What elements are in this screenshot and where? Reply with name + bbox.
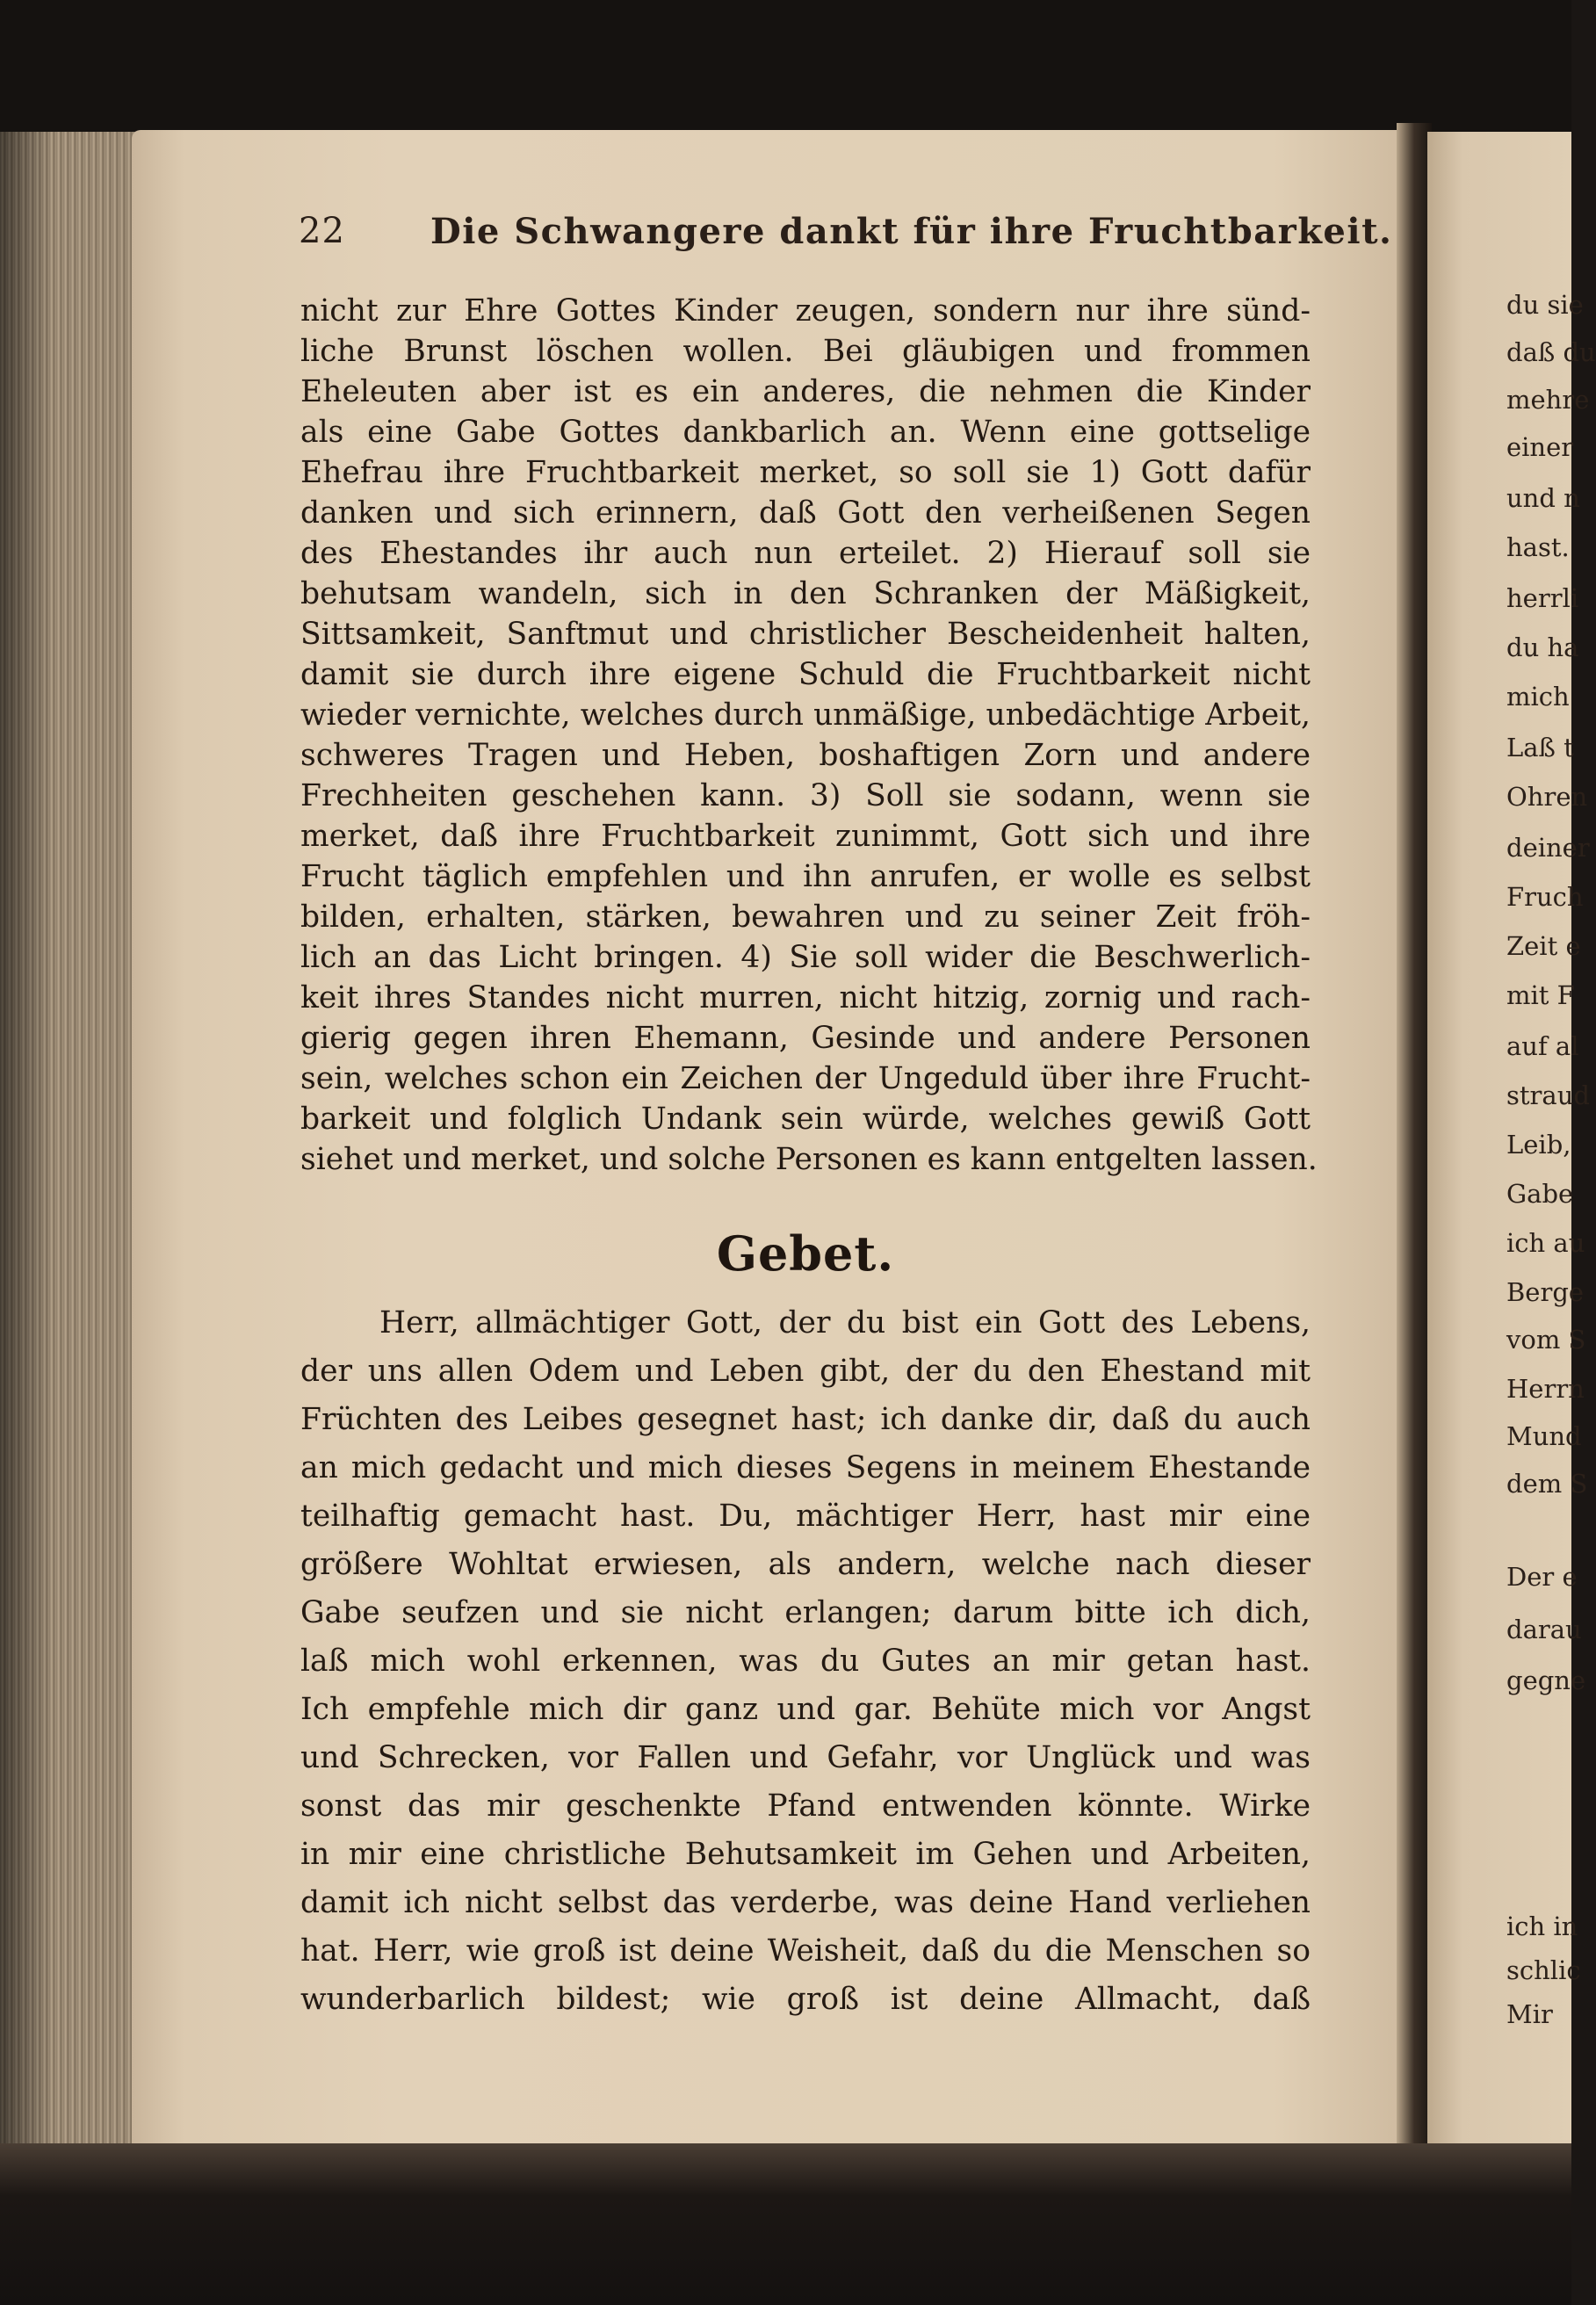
text-line: Gabe seufzen und sie nicht erlangen; darum bitte ich dich, bbox=[300, 1595, 1311, 1630]
facing-fragment: Berge bbox=[1506, 1277, 1585, 1307]
facing-fragment: Gabe bbox=[1506, 1179, 1574, 1209]
scan-background-bottom bbox=[0, 2143, 1571, 2305]
text-line: sein, welches schon ein Zeichen der Ungeduld über ihre Frucht- bbox=[300, 1061, 1311, 1096]
text-line: laß mich wohl erkennen, was du Gutes an mir getan hast. bbox=[300, 1644, 1311, 1679]
text-line: schweres Tragen und Heben, boshaftigen Zorn und andere bbox=[300, 738, 1311, 773]
text-line: hat. Herr, wie groß ist deine Weisheit, daß du die Menschen so bbox=[300, 1933, 1311, 1969]
text-line: barkeit und folglich Undank sein würde, welches gewiß Gott bbox=[300, 1102, 1311, 1137]
book-gutter bbox=[1397, 123, 1432, 2170]
text-line: und Schrecken, vor Fallen und Gefahr, vor Unglück und was bbox=[300, 1740, 1311, 1775]
text-line: der uns allen Odem und Leben gibt, der du den Ehestand mit bbox=[300, 1354, 1311, 1389]
facing-fragment: Mir bbox=[1506, 1999, 1553, 2029]
facing-fragment: einer bbox=[1506, 432, 1574, 462]
facing-fragment: auf al bbox=[1506, 1031, 1579, 1061]
text-line: Herr, allmächtiger Gott, der du bist ein Gott des Lebens, bbox=[379, 1305, 1311, 1340]
text-line: liche Brunst löschen wollen. Bei gläubigen und frommen bbox=[300, 334, 1311, 369]
text-line: damit sie durch ihre eigene Schuld die Fruchtbarkeit nicht bbox=[300, 657, 1311, 692]
facing-fragment: du ha bbox=[1506, 632, 1579, 662]
facing-fragment: darau bbox=[1506, 1615, 1582, 1644]
facing-fragment: deiner bbox=[1506, 833, 1590, 863]
text-line: in mir eine christliche Behutsamkeit im Gehen und Arbeiten, bbox=[300, 1837, 1311, 1872]
facing-fragment: hast. bbox=[1506, 532, 1570, 562]
facing-fragment: Mund bbox=[1506, 1421, 1582, 1451]
facing-fragment: herrli bbox=[1506, 583, 1579, 613]
text-line: keit ihres Standes nicht murren, nicht hitzig, zornig und rach- bbox=[300, 980, 1311, 1015]
text-line: Früchten des Leibes gesegnet hast; ich danke dir, daß du auch bbox=[300, 1402, 1311, 1437]
page-header bbox=[299, 211, 1393, 264]
section-heading: Gebet. bbox=[716, 1225, 895, 1282]
facing-fragment: und n bbox=[1506, 483, 1580, 513]
page-edge-shadow bbox=[0, 132, 53, 2305]
facing-fragment: mehre bbox=[1506, 385, 1590, 415]
text-line: gierig gegen ihren Ehemann, Gesinde und andere Personen bbox=[300, 1021, 1311, 1056]
facing-fragment: straud bbox=[1506, 1080, 1590, 1110]
facing-fragment: gegne bbox=[1506, 1666, 1586, 1695]
facing-fragment: dem S bbox=[1506, 1469, 1588, 1499]
text-line: lich an das Licht bringen. 4) Sie soll wider die Beschwerlich- bbox=[300, 940, 1311, 975]
facing-fragment: ich au bbox=[1506, 1228, 1585, 1258]
text-line: behutsam wandeln, sich in den Schranken der Mäßigkeit, bbox=[300, 576, 1311, 611]
facing-fragment: Ohren bbox=[1506, 782, 1588, 812]
facing-fragment: Herrn bbox=[1506, 1374, 1585, 1404]
facing-fragment: ich in bbox=[1506, 1911, 1578, 1941]
facing-fragment: mit F bbox=[1506, 980, 1575, 1010]
facing-fragment: Zeit e bbox=[1506, 931, 1581, 961]
scan-background-top bbox=[0, 0, 1571, 149]
facing-fragment: Leib, bbox=[1506, 1130, 1571, 1160]
facing-fragment: du sie bbox=[1506, 290, 1584, 320]
text-line: danken und sich erinnern, daß Gott den verheißenen Segen bbox=[300, 495, 1311, 531]
text-line: nicht zur Ehre Gottes Kinder zeugen, sondern nur ihre sünd- bbox=[300, 293, 1311, 329]
text-line: Sittsamkeit, Sanftmut und christlicher Bescheidenheit halten, bbox=[300, 617, 1311, 652]
text-line: merket, daß ihre Fruchtbarkeit zunimmt, Gott sich und ihre bbox=[300, 819, 1311, 854]
text-line: siehet und merket, und solche Personen es kann entgelten lassen. bbox=[300, 1142, 1318, 1177]
text-line: Frechheiten geschehen kann. 3) Soll sie sodann, wenn sie bbox=[300, 778, 1311, 813]
text-line: Ich empfehle mich dir ganz und gar. Behüte mich vor Angst bbox=[300, 1692, 1311, 1727]
facing-fragment: schlic bbox=[1506, 1955, 1581, 1985]
facing-fragment: mich bbox=[1506, 682, 1570, 712]
facing-fragment: Fruch bbox=[1506, 882, 1584, 912]
text-line: teilhaftig gemacht hast. Du, mächtiger Herr, hast mir eine bbox=[300, 1499, 1311, 1534]
text-line: sonst das mir geschenkte Pfand entwenden könnte. Wirke bbox=[300, 1788, 1311, 1824]
text-line: wunderbarlich bildest; wie groß ist deine Allmacht, daß bbox=[300, 1982, 1311, 2017]
text-line: Eheleuten aber ist es ein anderes, die nehmen die Kinder bbox=[300, 374, 1311, 409]
facing-fragment: daß du bbox=[1506, 337, 1596, 367]
facing-fragment: Der e bbox=[1506, 1562, 1578, 1592]
text-line: Frucht täglich empfehlen und ihn anrufen, er wolle es selbst bbox=[300, 859, 1311, 894]
page-number: 22 bbox=[299, 211, 345, 251]
facing-fragment: Laß t bbox=[1506, 733, 1574, 762]
text-line: bilden, erhalten, stärken, bewahren und zu seiner Zeit fröh- bbox=[300, 900, 1311, 935]
text-line: des Ehestandes ihr auch nun erteilet. 2) Hierauf soll sie bbox=[300, 536, 1311, 571]
text-line: größere Wohltat erwiesen, als andern, welche nach dieser bbox=[300, 1547, 1311, 1582]
facing-fragment: vom S bbox=[1506, 1325, 1586, 1355]
text-line: Ehefrau ihre Fruchtbarkeit merket, so soll sie 1) Gott dafür bbox=[300, 455, 1311, 490]
text-line: wieder vernichte, welches durch unmäßige, unbedächtige Arbeit, bbox=[300, 697, 1311, 733]
text-line: damit ich nicht selbst das verderbe, was deine Hand verliehen bbox=[300, 1885, 1311, 1920]
running-title: Die Schwangere dankt für ihre Fruchtbarkeit. bbox=[430, 211, 1393, 252]
text-line: als eine Gabe Gottes dankbarlich an. Wenn eine gottselige bbox=[300, 415, 1311, 450]
text-line: an mich gedacht und mich dieses Segens in meinem Ehestande bbox=[300, 1450, 1311, 1485]
